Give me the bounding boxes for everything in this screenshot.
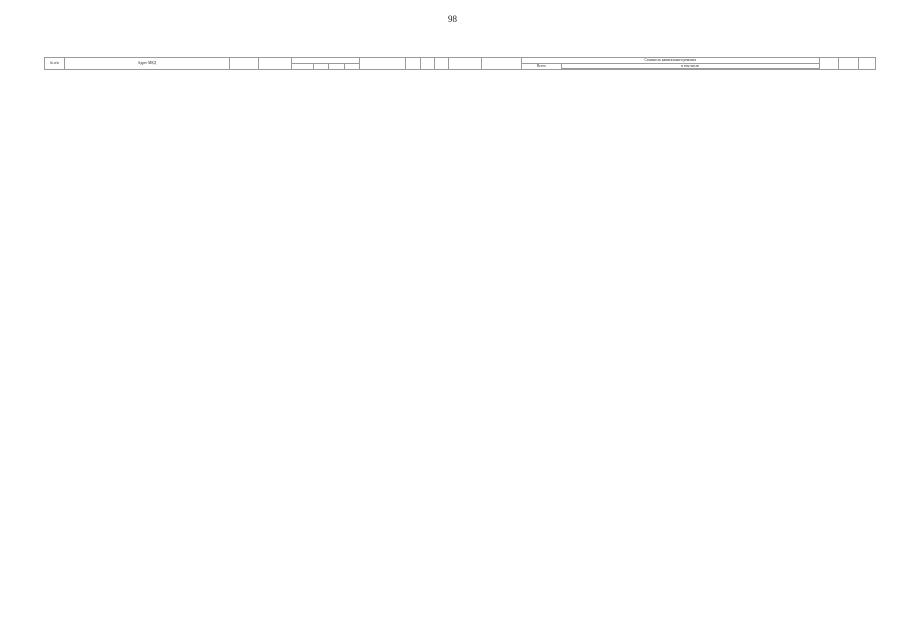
header-blank — [859, 58, 876, 70]
header-blank — [667, 69, 720, 70]
header-blank — [819, 58, 839, 70]
header-row-no: № п/п — [45, 58, 65, 70]
header-blank — [482, 58, 522, 70]
header-blank — [839, 58, 859, 70]
register-table — [44, 57, 876, 70]
header-blank — [230, 58, 259, 70]
header-blank — [406, 58, 420, 70]
header-blank — [449, 58, 482, 70]
header-blank — [420, 58, 434, 70]
header-blank — [313, 63, 328, 70]
header-address: Адрес МКД — [64, 58, 229, 70]
header-blank — [561, 69, 614, 70]
header-cost-including: в том числе — [561, 63, 819, 69]
header-blank — [360, 58, 406, 70]
header-cost-total: Стоимость капитального ремонта — [522, 58, 820, 64]
header-cost-all: Всего — [522, 63, 562, 70]
header-blank — [344, 63, 359, 70]
header-blank — [291, 63, 313, 70]
header-blank — [435, 58, 449, 70]
header-blank — [773, 69, 819, 70]
register-table-container — [44, 57, 876, 617]
header-blank — [720, 69, 773, 70]
header-blank — [258, 58, 291, 70]
header-blank — [614, 69, 667, 70]
header-blank — [329, 63, 344, 70]
page-number: 98 — [448, 14, 457, 24]
